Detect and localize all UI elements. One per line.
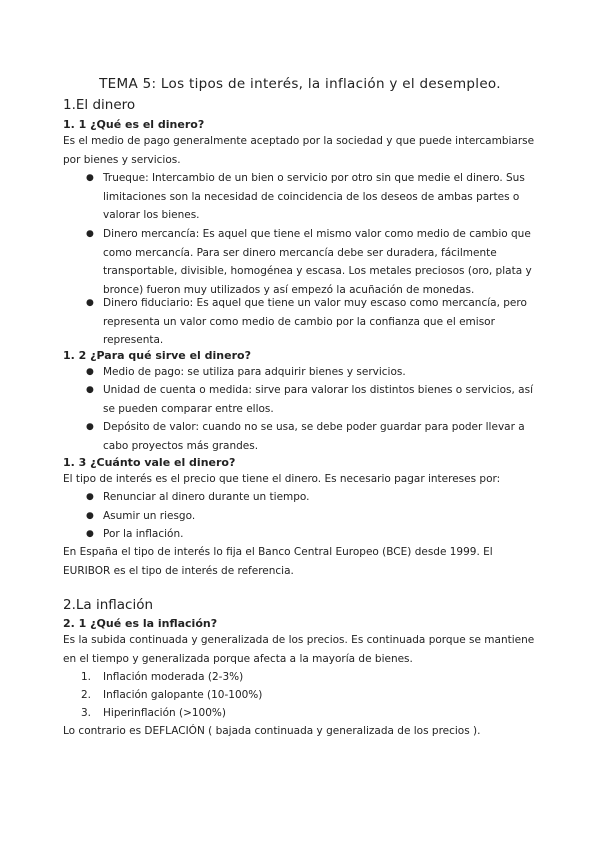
list-item <box>86 507 543 526</box>
bullet-icon: ● <box>86 229 94 239</box>
subheading-para-que-sirve: 1. 2 ¿Para qué sirve el dinero? <box>63 349 251 362</box>
subheading-cuanto-vale: 1. 3 ¿Cuánto vale el dinero? <box>63 456 236 469</box>
list-item-text: Asumir un riesgo. <box>103 510 196 522</box>
subheading-que-es-dinero: 1. 1 ¿Qué es el dinero? <box>63 118 205 131</box>
list-item <box>86 225 543 299</box>
list-item-text: Dinero mercancía: Es aquel que tiene el mismo valor como medio de cambio que como mercancía. Para ser dinero mercancía debe ser duradera, fácilmente transportable, divisible, homogénea y escasa. Los metales preciosos (oro, plata y bronce) fueron muy utilizados y así empezó la acuñación de monedas. <box>103 228 532 296</box>
document-title: TEMA 5: Los tipos de interés, la inflación y el desempleo. <box>99 76 501 92</box>
list-item <box>81 668 543 687</box>
list-item <box>86 169 543 225</box>
list-item-text: Por la inflación. <box>103 528 184 540</box>
list-item-text: Medio de pago: se utiliza para adquirir bienes y servicios. <box>103 366 406 378</box>
list-item <box>86 294 543 350</box>
list-item-text: Unidad de cuenta o medida: sirve para valorar los distintos bienes o servicios, así se pueden comparar entre ellos. <box>103 384 533 415</box>
bullet-icon: ● <box>86 367 94 377</box>
section-heading-inflacion: 2.La inflación <box>63 597 154 613</box>
list-item <box>86 363 543 382</box>
list-item-text: Hiperinflación (>100%) <box>103 707 226 719</box>
list-item-text: Inflación moderada (2-3%) <box>103 671 244 683</box>
list-item-text: Renunciar al dinero durante un tiempo. <box>103 491 310 503</box>
bullet-icon: ● <box>86 529 94 539</box>
list-item <box>86 525 543 544</box>
section-heading-dinero: 1.El dinero <box>63 97 136 113</box>
list-item <box>86 488 543 507</box>
list-item <box>86 418 543 455</box>
list-number: 2. <box>81 689 92 701</box>
list-number: 3. <box>81 707 92 719</box>
subheading-que-es-inflacion: 2. 1 ¿Qué es la inflación? <box>63 617 218 630</box>
list-number: 1. <box>81 671 92 683</box>
list-item-text: Dinero fiduciario: Es aquel que tiene un valor muy escaso como mercancía, pero representa un valor como medio de cambio por la confianza que el emisor representa. <box>103 297 527 347</box>
list-item <box>81 704 543 723</box>
paragraph-deflacion: Lo contrario es DEFLACIÓN ( bajada continuada y generalizada de los precios ). <box>63 725 481 737</box>
paragraph-tipo-interes: El tipo de interés es el precio que tiene el dinero. Es necesario pagar intereses por: <box>63 473 501 485</box>
bullet-icon: ● <box>86 492 94 502</box>
list-item <box>81 686 543 705</box>
paragraph-bce-euribor: En España el tipo de interés lo fija el Banco Central Europeo (BCE) desde 1999. El EURIBOR es el tipo de interés de referencia. <box>63 546 493 577</box>
bullet-icon: ● <box>86 422 94 432</box>
list-item <box>86 381 543 418</box>
bullet-icon: ● <box>86 298 94 308</box>
list-item-text: Depósito de valor: cuando no se usa, se debe poder guardar para poder llevar a cabo proyectos más grandes. <box>103 421 525 452</box>
bullet-icon: ● <box>86 385 94 395</box>
bullet-icon: ● <box>86 511 94 521</box>
list-item-text: Trueque: Intercambio de un bien o servicio por otro sin que medie el dinero. Sus limitaciones son la necesidad de coincidencia de los deseos de ambas partes o valorar los bienes. <box>103 172 525 222</box>
paragraph-definicion-inflacion: Es la subida continuada y generalizada de los precios. Es continuada porque se mantiene en el tiempo y generalizada porque afecta a la mayoría de bienes. <box>63 634 535 665</box>
list-item-text: Inflación galopante (10-100%) <box>103 689 263 701</box>
paragraph-definicion-dinero: Es el medio de pago generalmente aceptado por la sociedad y que puede intercambiarse por bienes y servicios. <box>63 135 535 166</box>
bullet-icon: ● <box>86 173 94 183</box>
